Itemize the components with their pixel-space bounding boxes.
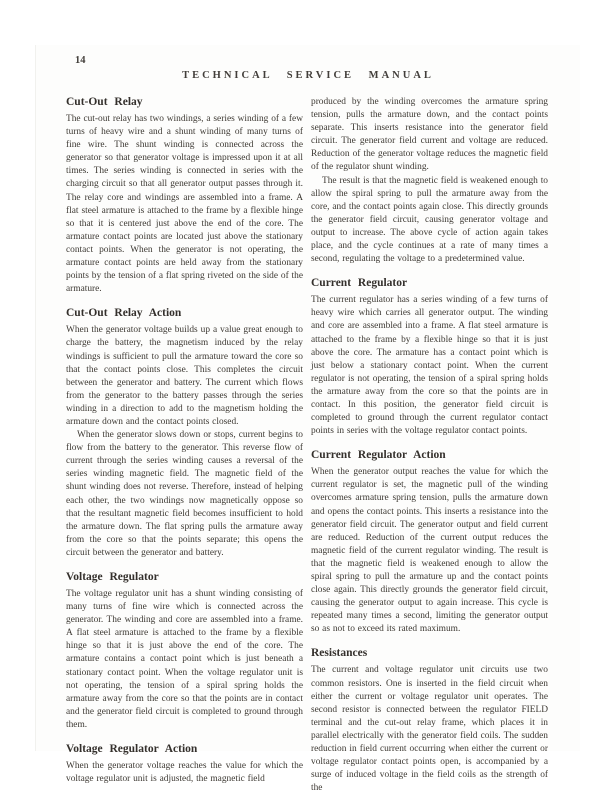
paragraph: When the generator voltage builds up a value great enough to charge the battery, the magnetism induced by the relay windings is sufficient to pull the armature toward the core so that the contact points close. This completes the circuit between the generator and battery. The current which flows from the generator to the battery passes through the series winding in a direction to add to the magnetism holding the armature down and the contact points closed. [66,325,303,427]
paragraph: When the generator output reaches the value for which the current regulator is set, the magnetic pull of the winding overcomes armature spring tension, pulls the armature down and opens the contact points. This inserts a resistance into the generator field circuit. The generator output and field current are reduced. Reduction of the current output reduces the magnetic field of the current regulator winding. The result is that the magnetic field is weakened enough to allow the spiral spring to pull the armature up and the contact points close again. This directly grounds the generator field circuit, causing the generator output to again increase. This cycle is repeated many times a second, limiting the generator output so as not to exceed its rated maximum. [311,467,548,635]
section-heading: Voltage Regulator [66,571,159,583]
section-heading: Current Regulator [311,277,408,290]
text-columns [66,96,548,795]
running-header-title: TECHNICAL SERVICE MANUAL [182,70,434,81]
section-heading: Resistances [311,647,368,660]
paragraph: The voltage regulator unit has a shunt winding consisting of many turns of fine wire which is connected across the generator. The winding and core are assembled into a frame. A flat steel armature is attached to the frame by a flexible hinge so that it is just above the end of the core. The armature contains a contact point which is just beneath a stationary contact point. When the voltage regulator unit is not operating, the tension of a spiral spring holds the armature away from the core so that the points are in contact and the generator field circuit is completed to ground through them. [66,589,303,730]
paragraph: The cut-out relay has two windings, a series winding of a few turns of heavy wire and a shunt winding of many turns of fine wire. The shunt winding is connected across the generator so that generator voltage is impressed upon it at all times. The series winding is connected in series with the charging circuit so that all generator output passes through it. The relay core and windings are assembled into a frame. A flat steel armature is attached to the frame by a flexible hinge so that it is centered just above the end of the core. The armature contact points are located just above the stationary contact points. When the generator is not operating, the armature contact points are held away from the stationary points by the tension of a flat spring riveted on the side of the armature. [66,114,303,295]
section-heading: Cut-Out Relay Action [66,307,182,320]
page-number: 14 [75,55,86,66]
paragraph: When the generator voltage reaches the value for which the voltage regulator unit is adjusted, the magnetic field [66,761,303,785]
paragraph: produced by the winding overcomes the armature spring tension, pulls the armature down, and the contact points separate. This inserts resistance into the generator field circuit. The generator field current and voltage are reduced. Reduction of the generator voltage reduces the magnetic field of the regulator shunt winding. [311,97,548,173]
paragraph: The result is that the magnetic field is weakened enough to allow the spiral spring to pull the armature away from the core, and the contact points again close. This directly grounds the generator field circuit, causing generator voltage and output to increase. The above cycle of action again takes place, and the cycle continues at a rate of many times a second, regulating the voltage to a predetermined value. [311,175,548,265]
left-column [66,96,303,795]
section-heading: Voltage Regulator Action [66,743,198,756]
right-column [311,96,548,795]
section-heading: Current Regulator Action [311,449,446,462]
section-heading: Cut-Out Relay [66,96,143,108]
paragraph: The current and voltage regulator unit circuits use two common resistors. One is inserted in the field circuit when either the current or voltage regulator unit operates. The second resistor is connected between the regulator FIELD terminal and the cut-out relay frame, which places it in parallel electrically with the generator field coils. The sudden reduction in field current occurring when either the current or voltage regulator contact points open, is accompanied by a surge of induced voltage in the field coils as the strength of the [311,665,548,794]
scanned-page [36,45,580,794]
paragraph: When the generator slows down or stops, current begins to flow from the battery to the generator. This reverse flow of current through the series winding causes a reversal of the series winding magnetic field. The magnetic field of the shunt winding does not reverse. Therefore, instead of helping each other, the two windings now magnetically oppose so that the resultant magnetic field becomes insufficient to hold the armature down. The flat spring pulls the armature away from the core so that the points separate; this opens the circuit between the generator and battery. [66,430,303,558]
paragraph: The current regulator has a series winding of a few turns of heavy wire which carries all generator output. The winding and core are assembled into a frame. A flat steel armature is attached to the frame by a flexible hinge so that it is just above the core. The armature has a contact point which is just below a stationary contact point. When the current regulator is not operating, the tension of a spiral spring holds the armature away from the core so that the points are in contact. In this position, the generator field circuit is completed to ground through the current regulator contact points in series with the voltage regulator contact points. [311,295,548,437]
